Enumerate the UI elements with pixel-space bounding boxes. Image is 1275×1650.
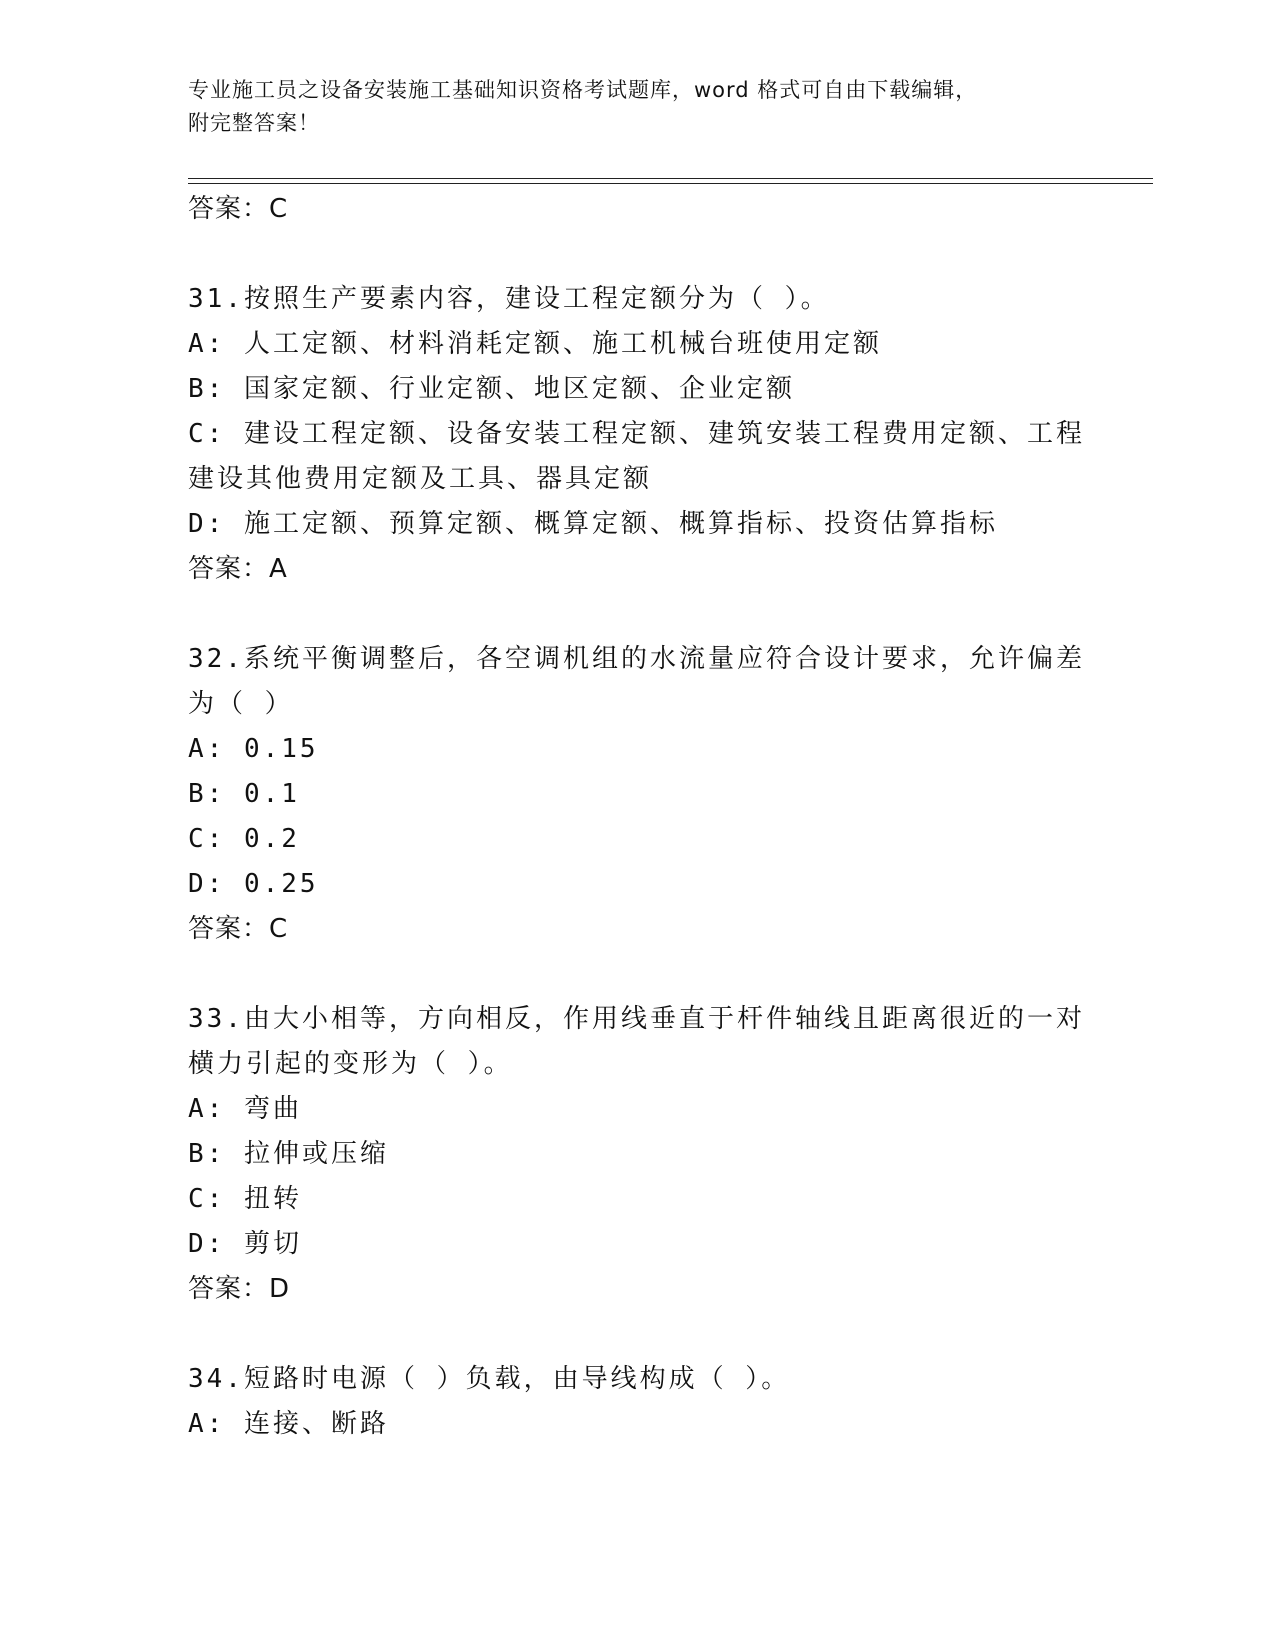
question-34-option-a: A: 连接、断路: [188, 1409, 389, 1439]
question-31-answer: 答案：A: [188, 554, 288, 584]
question-33-option-d: D: 剪切: [188, 1229, 302, 1259]
question-33-option-b: B: 拉伸或压缩: [188, 1139, 389, 1169]
question-31-option-d: D: 施工定额、预算定额、概算定额、概算指标、投资估算指标: [188, 509, 998, 539]
document-header: [188, 74, 1068, 140]
question-31-stem: 31.按照生产要素内容，建设工程定额分为（ ）。: [188, 284, 830, 314]
question-31-option-c-cont: 建设其他费用定额及工具、器具定额: [188, 464, 653, 494]
question-32-stem: 32.系统平衡调整后，各空调机组的水流量应符合设计要求，允许偏差: [188, 644, 1085, 674]
previous-answer: 答案：C: [188, 194, 289, 224]
question-31-option-a: A: 人工定额、材料消耗定额、施工机械台班使用定额: [188, 329, 882, 359]
header-line-1: 专业施工员之设备安装施工基础知识资格考试题库，word 格式可自由下载编辑，: [188, 78, 978, 102]
question-32-option-a: A: 0.15: [188, 734, 319, 764]
header-divider-bottom: [188, 183, 1153, 184]
question-33-option-a: A: 弯曲: [188, 1094, 302, 1124]
question-32-option-d: D: 0.25: [188, 869, 319, 899]
question-32-option-c: C: 0.2: [188, 824, 300, 854]
question-33-option-c: C: 扭转: [188, 1184, 302, 1214]
question-32-stem-cont: 为（ ）: [188, 689, 294, 719]
question-32-option-b: B: 0.1: [188, 779, 300, 809]
header-divider-top: [188, 178, 1153, 179]
question-31-option-b: B: 国家定额、行业定额、地区定额、企业定额: [188, 374, 795, 404]
question-33-stem: 33.由大小相等，方向相反，作用线垂直于杆件轴线且距离很近的一对: [188, 1004, 1085, 1034]
header-line-2: 附完整答案！: [188, 111, 320, 135]
question-32-answer: 答案：C: [188, 914, 289, 944]
question-34-stem: 34.短路时电源（ ）负载，由导线构成（ ）。: [188, 1364, 791, 1394]
question-33-answer: 答案：D: [188, 1274, 291, 1304]
question-31-option-c: C: 建设工程定额、设备安装工程定额、建筑安装工程费用定额、工程: [188, 419, 1085, 449]
question-33-stem-cont: 横力引起的变形为（ ）。: [188, 1049, 513, 1079]
